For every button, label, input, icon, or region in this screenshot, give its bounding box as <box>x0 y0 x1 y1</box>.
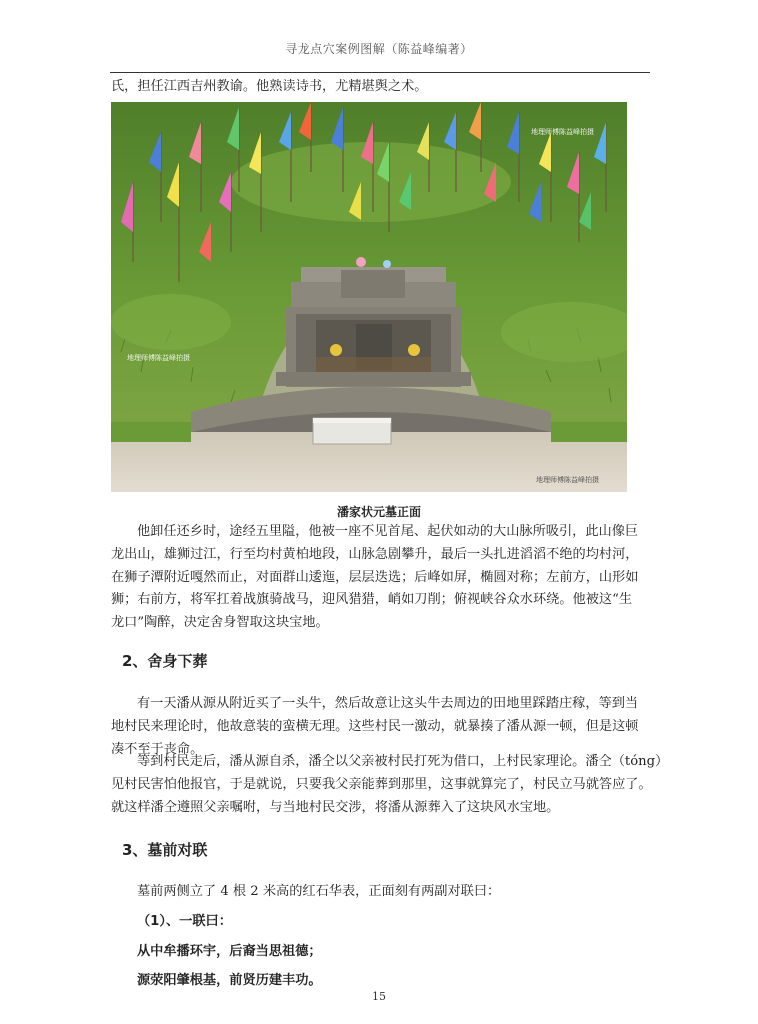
couplet-line-2: 源荥阳肇根基，前贤历建丰功。 <box>137 973 322 988</box>
paragraph-4: 墓前两侧立了 4 根 2 米高的红石华表，正面刻有两副对联曰： <box>137 884 501 899</box>
paragraph-1 <box>111 521 651 635</box>
watermark-left: 地理师傅陈益峰拍摄 <box>127 354 190 362</box>
page-number: 15 <box>372 990 386 1003</box>
paragraph-line: 在狮子潭附近嘎然而止，对面群山逶迤，层层迭选；后峰如屏，椭圆对称；左前方，山形如 <box>111 569 639 585</box>
tomb-photo <box>111 102 627 492</box>
paragraph-line: 龙出山，雄狮过江，行至均村黄柏地段，山脉急剧攀升，最后一头扎进滔滔不绝的均村河， <box>111 546 639 562</box>
section-heading-2: 2、舍身下葬 <box>122 652 208 670</box>
photo-caption: 潘家状元墓正面 <box>336 505 421 519</box>
couplet-label: （1）、一联曰： <box>137 914 232 929</box>
paragraph-line: 龙口”陶醉，决定舍身智取这块宝地。 <box>111 615 329 631</box>
watermark-bottom: 地理师傅陈益峰拍摄 <box>536 476 599 484</box>
paragraph-3 <box>111 751 669 819</box>
paragraph-line: 他卸任还乡时，途经五里隘，他被一座不见首尾、起伏如动的大山脉所吸引，此山像巨 <box>137 524 639 539</box>
paragraph-line: 地村民来理论时，他故意装的蛮横无理。这些村民一激动，就暴揍了潘从源一顿，但是这顿 <box>111 718 639 734</box>
paragraph-line: 有一天潘从源从附近买了一头牛，然后故意让这头牛去周边的田地里踩踏庄稼，等到当 <box>137 696 639 711</box>
section-heading-3: 3、墓前对联 <box>122 841 208 859</box>
watermark-top: 地理师傅陈益峰拍摄 <box>531 128 594 136</box>
paragraph-line: 狮；右前方，将军扛着战旗骑战马，迎风猎猎，峭如刀削；俯视峡谷众水环绕。他被这“生 <box>111 592 633 608</box>
paragraph-line: 凑不至于丧命。 <box>111 741 204 757</box>
paragraph-line: 等到村民走后，潘从源自杀，潘仝以父亲被村民打死为借口，上村民家理论。潘仝（tóng） <box>137 754 669 769</box>
paragraph-line: 见村民害怕他报官，于是就说，只要我父亲能葬到那里，这事就算完了，村民立马就答应了。 <box>111 776 652 792</box>
couplet-line-1: 从中牟播环宇，后裔当思祖德； <box>137 944 322 959</box>
paragraph-line: 就这样潘仝遵照父亲嘱咐，与当地村民交涉，将潘从源葬入了这块风水宝地。 <box>111 799 560 815</box>
header-divider <box>110 72 650 73</box>
top-line: 氏，担任江西吉州教谕。他熟读诗书，尤精堪舆之术。 <box>111 79 428 94</box>
running-header: 寻龙点穴案例图解（陈益峰编著） <box>285 42 473 56</box>
